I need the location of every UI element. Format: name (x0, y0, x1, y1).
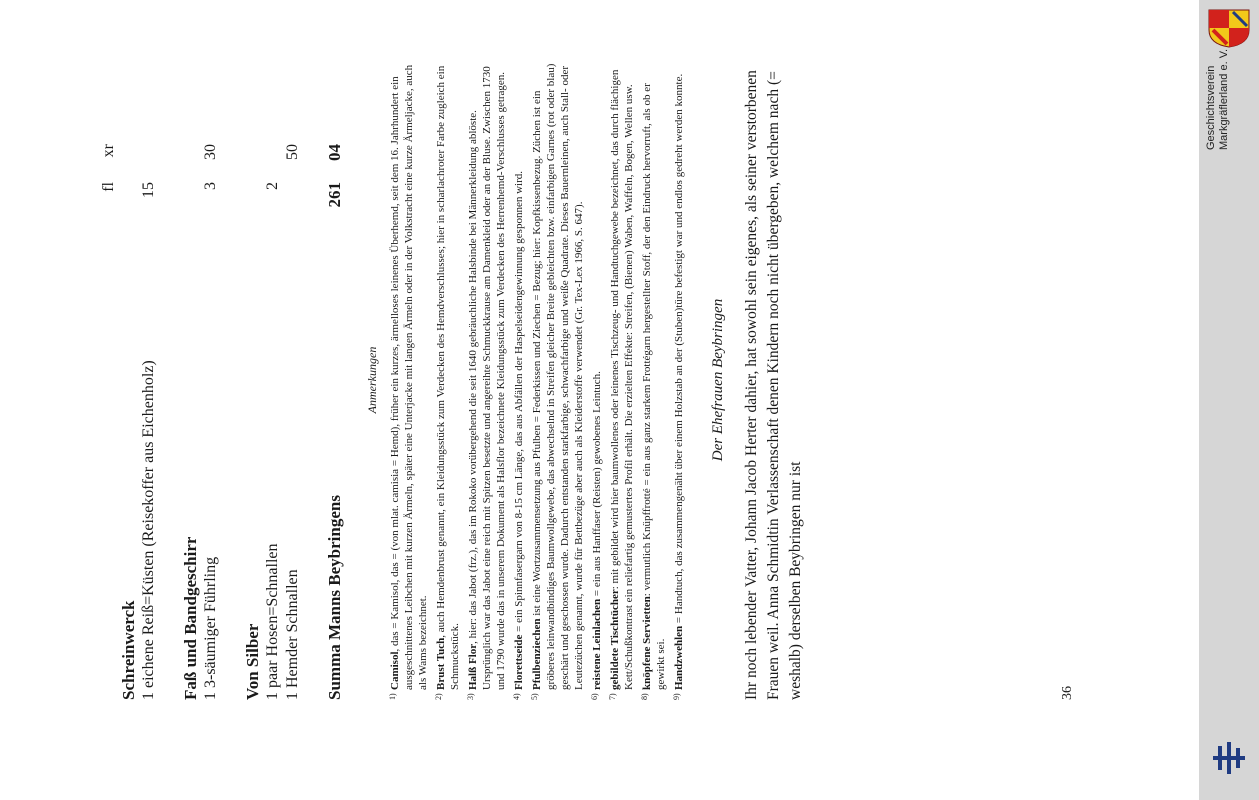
notes-list (388, 60, 686, 700)
footnote-term: knöpfene Servietten (641, 596, 653, 690)
footnote (640, 60, 668, 700)
footnote-text: , auch Hemdenbrust genannt, ein Kleidungsstück zum Verdecken des Hemdverschlusses; hier in scharlachroter Farbe zugleich ein Schmuckstück. (435, 65, 461, 690)
footnote-text: ist eine Wortzusammensetzung aus Pfulben = Federkissen und Ziechen = Bezug; hier: Kopfkissenbezug. Züchen ist ein gröberes leinwandbindiges Baumwollgewebe, das abwechselnd in Streifen gleicher Breite gebleichten bzw. einfarbigen Garnes (rot oder blau) geschärt und geschossen wurde. Dadurch entstanden starkfarbige, schwachfarbige und weiße Quadrate. Dieses Bauernleinen, auch Stall- oder Leutezüchen genannt, wurde für Bettbezüge aber auch als Kleiderstoffe verwendet (Gr. Tex-Lex 1966, S. 647). (531, 63, 585, 690)
footnote-term: gebildete Tischtücher (609, 589, 621, 690)
item-fl (283, 182, 303, 220)
coat-of-arms-icon (1207, 8, 1251, 48)
footnote-number: 4) (512, 693, 521, 700)
item-fl: 3 (202, 182, 219, 190)
footnote-text: = ein aus Hanffaser (Reisten) gewobenes Leintuch. (591, 371, 603, 599)
footnote-text: , hier: das Jabot (frz.), das im Rokoko vorübergehend die seit 1640 gebräuchliche Halsbinde bei Männerkleidung ablöste. Ursprünglich war das Jabot eine reich mit Spitzen besetzte und angereihte Schmuckkrause am Damenkleid oder an der Bluse. Zwischen 1730 und 1790 wurde das in unserem Dokument als Halsflor bezeichnete Kleidungsstück zum Verdecken des Herrenhemd-Verschlusses getragen. (467, 66, 507, 690)
total-row (325, 60, 345, 700)
footnote (608, 60, 636, 700)
section-heading: Faß und Bandgeschirr (181, 536, 200, 700)
inventory-row (283, 60, 303, 700)
inventory-row (139, 60, 159, 700)
footnote (590, 60, 604, 700)
footnote-text: : vermutlich Knüpffrotté = ein aus ganz starkem Frottégarn hergestellter Stoff, der den Eindruck hervorruft, als ob er gewirkt sei. (641, 83, 667, 690)
item-xr (263, 144, 283, 182)
item-xr: 50 (284, 144, 301, 160)
item-fl: 2 (264, 182, 281, 190)
footnote-term: Pfulbenziechen (531, 618, 543, 690)
footnote (672, 60, 686, 700)
footnote (434, 60, 462, 700)
association-name-line2: Markgräflerland e. V. (1218, 48, 1230, 150)
footnote (388, 60, 430, 700)
footnote-number: 1) (388, 693, 397, 700)
footnote-number: 6) (590, 693, 599, 700)
footnote (466, 60, 508, 700)
section-heading: Von Silber (243, 623, 262, 700)
page-content (95, 60, 807, 700)
section-title: Der Ehefrauen Beybringen (710, 298, 726, 462)
footnote-number: 7) (608, 693, 617, 700)
item-text: 1 eichene Reiß=Küsten (Reisekoffer aus Eichenholz) (140, 360, 157, 700)
inventory-row (201, 60, 221, 700)
inventory-section (119, 60, 159, 700)
inventory-section (181, 60, 221, 700)
university-library-logo-icon (1209, 738, 1249, 778)
footnote-text: : mit gebildet wird hier baumwollenes oder leinenes Tischzeug- und Handtuchgewebe bezeichnet, das durch flächigen Kett/Schußkontrast ein reliefartig gemustertes Profil erhält. Die erzielten Effekte: Streifen, (Bienen) Waben, Waffeln, Bogen, Wellen usw. (609, 69, 635, 690)
column-headers (99, 60, 119, 700)
footnote-term: Camisol (389, 651, 401, 690)
page-number: 36 (1060, 686, 1075, 700)
section-heading: Schreinwerck (119, 600, 138, 700)
item-fl: 15 (140, 182, 157, 198)
body-paragraph: Ihr noch lebender Vatter, Johann Jacob Herter dahier, hat sowohl sein eigenes, als seiner verstorbenen Frauen weil. Anna Schmidtin Verlassenschaft denen Kindern noch nicht übergeben, welchem nach (= weshalb) derselben Beybringen nur ist (743, 70, 804, 700)
viewer-sidebar (1199, 0, 1259, 800)
total-label: Summa Manns Beybringens (325, 495, 344, 700)
total-fl: 261 (325, 182, 344, 208)
column-header-xr: xr (100, 144, 117, 158)
item-xr: 30 (202, 144, 219, 160)
footnote-term: reistene Leinlachen (591, 598, 603, 690)
footnote-term: Florettseide (513, 634, 525, 690)
footnote-number: 3) (466, 693, 475, 700)
footnote-text: = Handtuch, das zusammengenäht über einem Holzstab an der (Stuben)türe befestigt war und endlos gedreht werden konnte. (673, 73, 685, 626)
footnote-text: = ein Spinnfasergarn von 8-15 cm Länge, das aus Abfällen der Haspelseidengewinnung gesponnen wird. (513, 171, 525, 635)
item-xr (139, 144, 159, 182)
inventory-section (243, 60, 303, 700)
footnote-number: 5) (530, 693, 539, 700)
column-header-fl: fl (100, 182, 117, 192)
footnote-text: , das = Kamisol, das = (von mlat. camisia = Hemd), früher ein kurzes, ärmelloses leinenes Überhemd, seit dem 16. Jahrhundert ein ausgeschnittenes Leibchen mit kurzen Ärmeln, später eine Unterjacke mit langen Ärmeln oder in der Volkstracht eine kurze Ärmeljacke, auch als Wams bezeichnet. (389, 64, 429, 690)
notes-title: Anmerkungen (365, 346, 379, 414)
item-text: 1 3-säumiger Führling (202, 556, 219, 700)
footnote (530, 60, 586, 700)
footnote-term: Handzwehlen (673, 625, 685, 690)
footnote-number: 8) (640, 693, 649, 700)
footnote (512, 60, 526, 700)
association-name-line1: Geschichtsverein (1205, 65, 1217, 150)
footnote-number: 2) (434, 693, 443, 700)
footnote-number: 9) (672, 693, 681, 700)
item-text: 1 paar Hosen=Schnallen (264, 543, 281, 700)
total-xr: 04 (325, 144, 344, 161)
inventory-row (263, 60, 283, 700)
item-text: 1 Hemder Schnallen (284, 569, 301, 700)
footnote-term: Brust Tuch (435, 637, 447, 690)
footnote-term: Halß Flor (467, 643, 479, 690)
